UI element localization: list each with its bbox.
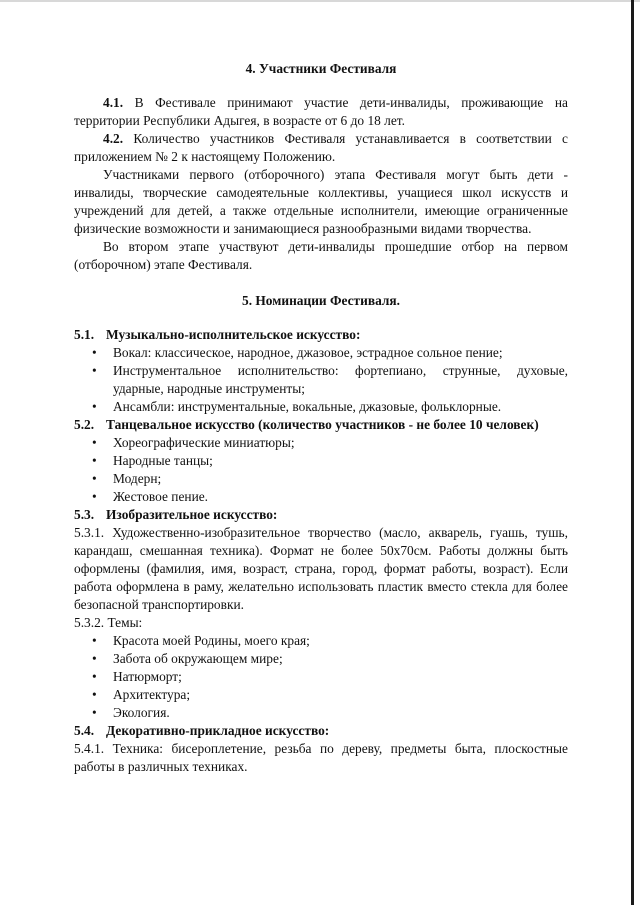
list-item: • Забота об окружающем мире; [74,650,568,668]
clause-4-2 [74,130,568,166]
section-5-2-heading [74,416,568,434]
clause-4-1 [74,94,568,130]
scan-right-edge [631,0,634,905]
list-item: • Жестовое пение. [74,488,568,506]
section-4-title: 4. Участники Фестиваля [245,61,397,76]
section-5-4-number: 5.4. [74,723,95,738]
clause-4-2-text: Количество участников Фестиваля устанавливается в соответствии с приложением № 2 к настоящему Положению. [74,131,568,164]
list-item: • Ансамбли: инструментальные, вокальные, джазовые, фольклорные. [74,398,568,416]
clause-4-1-number: 4.1. [103,95,124,110]
list-item: • Хореографические миниатюры; [74,434,568,452]
section-5-2-number: 5.2. [74,417,95,432]
list-item: • Натюрморт; [74,668,568,686]
clause-4-2-number: 4.2. [103,131,124,146]
section-5-1-heading [74,326,568,344]
list-item: • Народные танцы; [74,452,568,470]
section-5-4-heading [74,722,568,740]
clause-5-3-1: 5.3.1. Художественно-изобразительное творчество (масло, акварель, гуашь, тушь, карандаш, смешанная техника). Формат не более 50х70см. Работы должны быть оформлены (фамилия, имя, возраст, страна, город, формат работы, возраст). Если работа оформлена в раму, желательно использовать пластик вместо стекла для более безопасной транспортировки. [74,525,568,612]
art-themes-list [74,632,568,722]
section-5-3-number: 5.3. [74,507,95,522]
scan-top-edge [0,0,640,2]
clause-5-4-1: 5.4.1. Техника: бисероплетение, резьба по дереву, предметы быта, плоскостные работы в различных техниках. [74,741,568,774]
clause-5-3-2: 5.3.2. Темы: [74,615,143,630]
second-stage-paragraph: Во втором этапе участвуют дети-инвалиды прошедшие отбор на первом (отборочном) этапе Фестиваля. [74,239,568,272]
clause-4-1-text: В Фестивале принимают участие дети-инвалиды, проживающие на территории Республики Адыгея, в возрасте от 6 до 18 лет. [74,95,568,128]
participants-paragraph: Участниками первого (отборочного) этапа Фестиваля могут быть дети - инвалиды, творческие самодеятельные коллективы, учащиеся школ искусств и учреждений для детей, а также отдельные исполнители, имеющие ограниченные физические возможности и занимающиеся разнообразными видами творчества. [74,167,568,236]
list-item: • Архитектура; [74,686,568,704]
section-5-1-title: Музыкально-исполнительское искусство: [106,327,361,342]
section-5-2-title: Танцевальное искусство (количество участников - не более 10 человек) [106,417,539,432]
dance-list [74,434,568,506]
list-item: • Инструментальное исполнительство: фортепиано, струнные, духовые, ударные, народные инструменты; [74,362,568,398]
music-list [74,344,568,416]
section-5-3-heading [74,506,568,524]
section-5-1-number: 5.1. [74,327,95,342]
section-5-3-title: Изобразительное искусство: [106,507,278,522]
list-item: • Модерн; [74,470,568,488]
section-5-4-title: Декоративно-прикладное искусство: [106,723,330,738]
list-item: • Вокал: классическое, народное, джазовое, эстрадное сольное пение; [74,344,568,362]
list-item: • Экология. [74,704,568,722]
document-page [74,60,568,776]
list-item: • Красота моей Родины, моего края; [74,632,568,650]
section-5-title: 5. Номинации Фестиваля. [242,293,400,308]
